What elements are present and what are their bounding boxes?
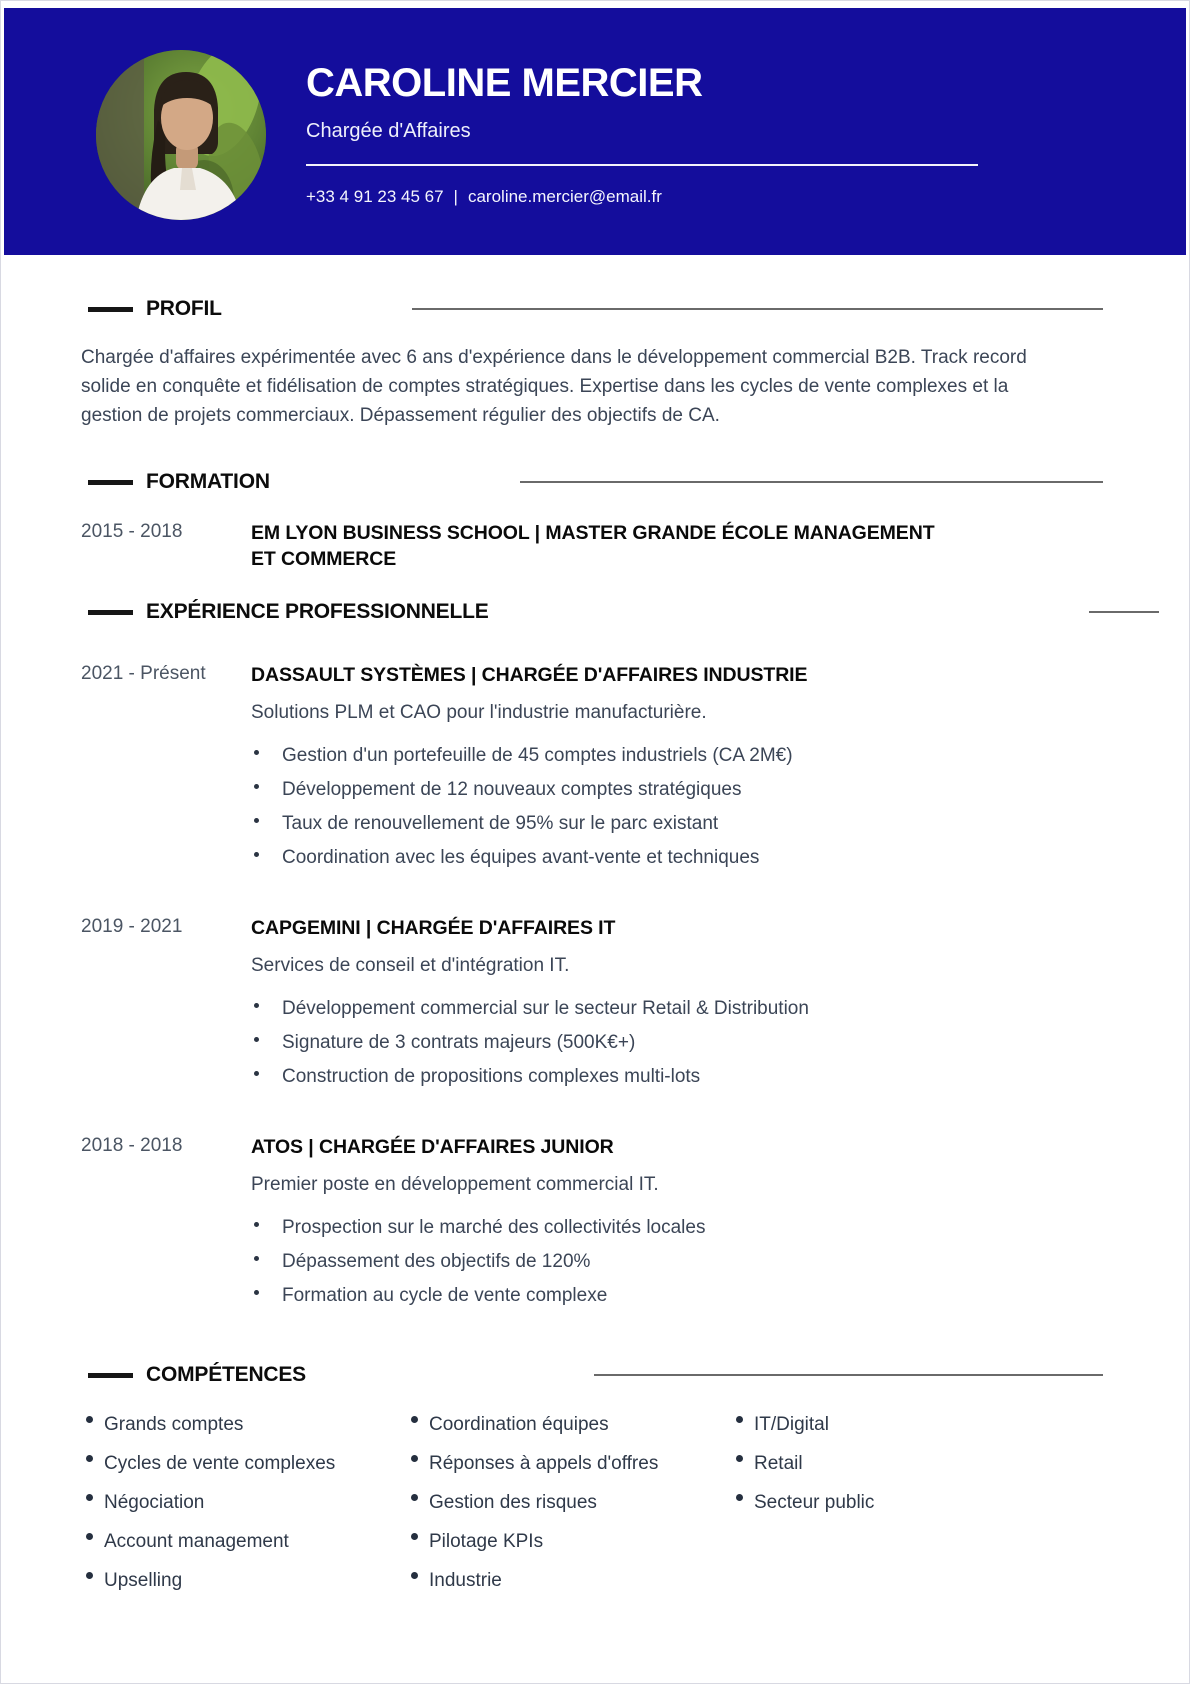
- experience-bullet-list: [251, 994, 1103, 1091]
- experience-entry-title: DASSAULT SYSTÈMES | CHARGÉE D'AFFAIRES INDUSTRIE: [251, 664, 808, 686]
- experience-bullet: Taux de renouvellement de 95% sur le parc existant: [251, 809, 1103, 838]
- bullet-dot-icon: [736, 1416, 743, 1423]
- experience-bullet: Construction de propositions complexes multi-lots: [251, 1062, 1103, 1091]
- profile-photo-image: [96, 50, 266, 220]
- bullet-dot-icon: [86, 1416, 93, 1423]
- section-rule: [520, 481, 1103, 483]
- contact-separator: |: [453, 187, 458, 206]
- contact-line: [306, 187, 978, 207]
- section-experience-title: EXPÉRIENCE PROFESSIONNELLE: [146, 600, 489, 623]
- section-formation-title: FORMATION: [146, 470, 270, 493]
- experience-bullet: Développement de 12 nouveaux comptes stratégiques: [251, 775, 1103, 804]
- experience-entry-body: [251, 915, 1103, 1096]
- experience-bullet: Développement commercial sur le secteur Retail & Distribution: [251, 994, 1103, 1023]
- bullet-dot-icon: [254, 1071, 259, 1076]
- bullet-dot-icon: [254, 784, 259, 789]
- skills-column-3: [731, 1413, 1103, 1608]
- experience-bullet-list: [251, 1213, 1103, 1310]
- section-experience: [81, 600, 1103, 1315]
- section-rule: [594, 1374, 1103, 1376]
- formation-entry: [81, 520, 1103, 572]
- bullet-dot-icon: [254, 1037, 259, 1042]
- skill-item: Retail: [731, 1452, 1103, 1476]
- email-address: caroline.mercier@email.fr: [467, 187, 662, 206]
- skill-item: Cycles de vente complexes: [81, 1452, 406, 1476]
- experience-entry-atos: [81, 1134, 1103, 1315]
- bullet-dot-icon: [254, 818, 259, 823]
- skill-item: Upselling: [81, 1569, 406, 1593]
- experience-bullet: Signature de 3 contrats majeurs (500K€+): [251, 1028, 1103, 1057]
- section-formation: [81, 470, 1103, 572]
- bullet-dot-icon: [411, 1533, 418, 1540]
- experience-entry-body: [251, 1134, 1103, 1315]
- experience-entry-body: [251, 662, 1103, 877]
- section-dash-icon: [88, 1373, 133, 1378]
- experience-entry-title: ATOS | CHARGÉE D'AFFAIRES JUNIOR: [251, 1136, 614, 1158]
- bullet-dot-icon: [254, 1003, 259, 1008]
- formation-entry-title: EM LYON BUSINESS SCHOOL | MASTER GRANDE ÉCOLE MANAGEMENT ET COMMERCE: [251, 522, 935, 570]
- bullet-dot-icon: [86, 1572, 93, 1579]
- section-competences-header: [81, 1363, 1103, 1387]
- person-name: CAROLINE MERCIER: [306, 61, 703, 105]
- section-rule: [1089, 611, 1159, 613]
- skill-item: Réponses à appels d'offres: [406, 1452, 731, 1476]
- skill-item: Industrie: [406, 1569, 731, 1593]
- skill-item: Négociation: [81, 1491, 406, 1515]
- bullet-dot-icon: [736, 1455, 743, 1462]
- experience-bullet: Gestion d'un portefeuille de 45 comptes industriels (CA 2M€): [251, 741, 1103, 770]
- experience-bullet-list: [251, 741, 1103, 872]
- bullet-dot-icon: [254, 1256, 259, 1261]
- experience-entry-dassault: [81, 662, 1103, 877]
- experience-dates: 2018 - 2018: [81, 1135, 183, 1156]
- formation-entry-body: [251, 520, 1103, 572]
- cv-header: [4, 8, 1186, 255]
- bullet-dot-icon: [411, 1416, 418, 1423]
- profil-summary: Chargée d'affaires expérimentée avec 6 ans d'expérience dans le développement commercial B2B. Track record solide en conquête et fidélisation de comptes stratégiques. Expertise dans les cycles de vente complexes et la gestion de projets commerciaux. Dépassement régulier des objectifs de CA.: [81, 347, 1027, 426]
- bullet-dot-icon: [254, 852, 259, 857]
- experience-dates: 2021 - Présent: [81, 663, 206, 684]
- bullet-dot-icon: [86, 1455, 93, 1462]
- section-profil-title: PROFIL: [146, 297, 222, 320]
- section-dash-icon: [88, 610, 133, 615]
- section-experience-header: [81, 600, 1103, 624]
- skill-item: Pilotage KPIs: [406, 1530, 731, 1554]
- header-text-block: [306, 50, 978, 207]
- skills-column-2: [406, 1413, 731, 1608]
- experience-entry-subtitle: Premier poste en développement commercial IT.: [251, 1174, 659, 1195]
- experience-entry-capgemini: [81, 915, 1103, 1096]
- skill-item: Grands comptes: [81, 1413, 406, 1437]
- experience-entry-subtitle: Solutions PLM et CAO pour l'industrie manufacturière.: [251, 702, 707, 723]
- profile-photo: [96, 50, 266, 220]
- skill-item: Secteur public: [731, 1491, 1103, 1515]
- bullet-dot-icon: [254, 750, 259, 755]
- skills-column-1: [81, 1413, 406, 1608]
- experience-bullet: Coordination avec les équipes avant-vente et techniques: [251, 843, 1103, 872]
- bullet-dot-icon: [254, 1290, 259, 1295]
- skill-item: Gestion des risques: [406, 1491, 731, 1515]
- header-divider: [306, 164, 978, 166]
- skills-grid: [81, 1413, 1103, 1608]
- section-formation-header: [81, 470, 1103, 494]
- skill-item: IT/Digital: [731, 1413, 1103, 1437]
- section-profil-header: [81, 297, 1103, 321]
- bullet-dot-icon: [411, 1455, 418, 1462]
- section-dash-icon: [88, 480, 133, 485]
- phone-number: +33 4 91 23 45 67: [306, 187, 444, 206]
- bullet-dot-icon: [86, 1494, 93, 1501]
- cv-body: [1, 255, 1189, 1608]
- experience-dates: 2019 - 2021: [81, 916, 183, 937]
- bullet-dot-icon: [411, 1494, 418, 1501]
- person-job-title: Chargée d'Affaires: [306, 120, 471, 142]
- formation-dates: 2015 - 2018: [81, 521, 183, 542]
- experience-bullet: Formation au cycle de vente complexe: [251, 1281, 1103, 1310]
- bullet-dot-icon: [86, 1533, 93, 1540]
- bullet-dot-icon: [254, 1222, 259, 1227]
- section-competences: [81, 1363, 1103, 1608]
- experience-entry-subtitle: Services de conseil et d'intégration IT.: [251, 955, 570, 976]
- section-competences-title: COMPÉTENCES: [146, 1363, 306, 1386]
- skill-item: Account management: [81, 1530, 406, 1554]
- section-rule: [412, 308, 1103, 310]
- experience-bullet: Dépassement des objectifs de 120%: [251, 1247, 1103, 1276]
- experience-entry-title: CAPGEMINI | CHARGÉE D'AFFAIRES IT: [251, 917, 616, 939]
- bullet-dot-icon: [736, 1494, 743, 1501]
- skill-item: Coordination équipes: [406, 1413, 731, 1437]
- section-dash-icon: [88, 307, 133, 312]
- experience-bullet: Prospection sur le marché des collectivités locales: [251, 1213, 1103, 1242]
- section-profil: [81, 297, 1103, 430]
- bullet-dot-icon: [411, 1572, 418, 1579]
